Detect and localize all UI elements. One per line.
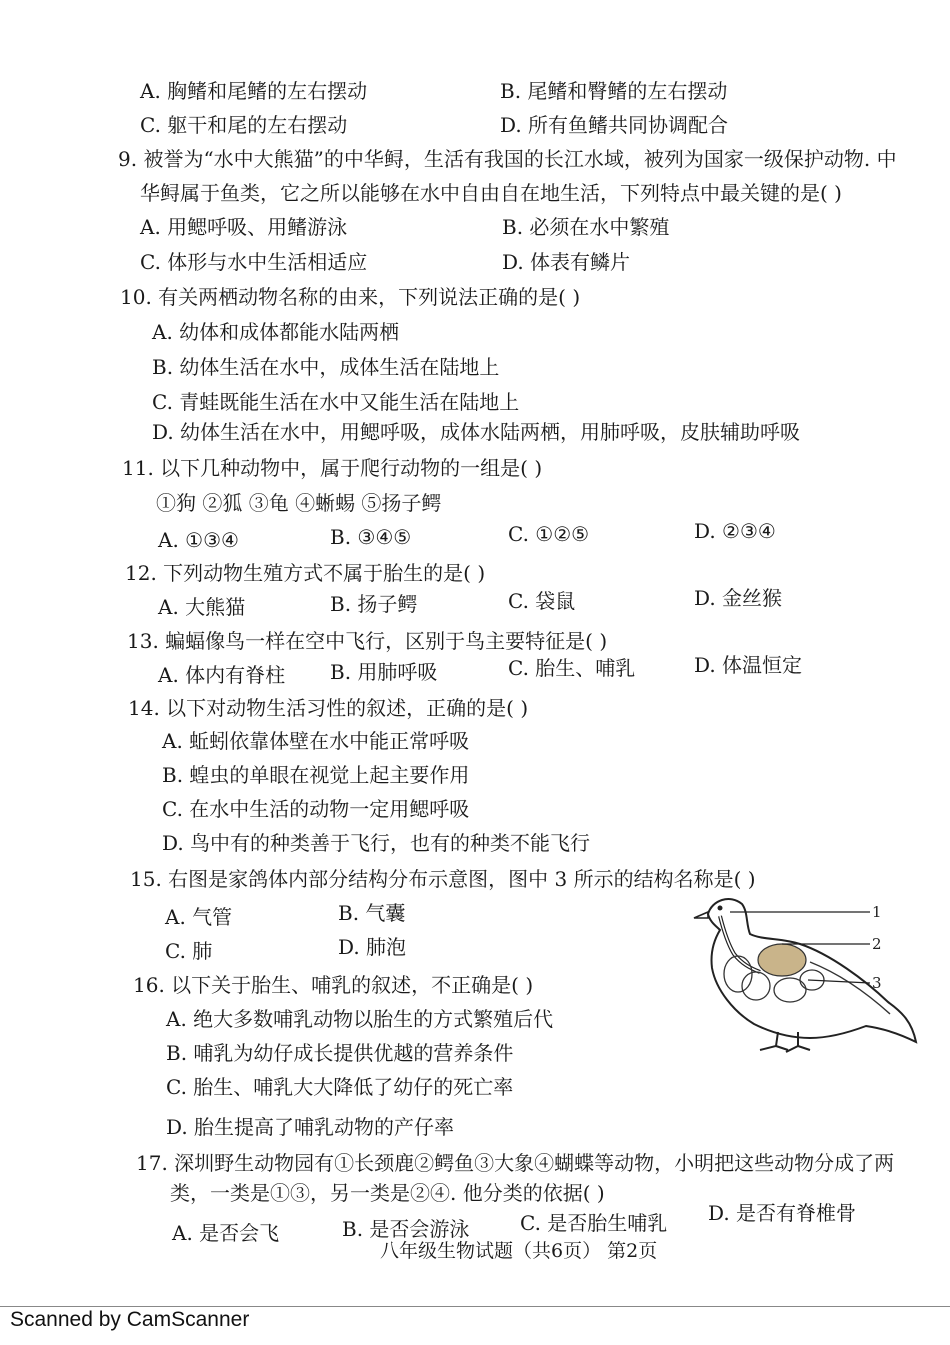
q12-option-c: C. 袋鼠	[508, 589, 576, 613]
q16-option-b: B. 哺乳为幼仔成长提供优越的营养条件	[166, 1041, 514, 1065]
pigeon-label-3: 3	[872, 974, 882, 992]
q16-stem: 16. 以下关于胎生、哺乳的叙述，不正确是( )	[133, 973, 534, 997]
q9-option-a: A. 用鳃呼吸、用鳍游泳	[140, 215, 348, 239]
q16-option-d: D. 胎生提高了哺乳动物的产仔率	[166, 1115, 455, 1139]
q17-option-d: D. 是否有脊椎骨	[708, 1201, 857, 1225]
q8-option-c: C. 躯干和尾的左右摆动	[140, 113, 348, 137]
q16-option-c: C. 胎生、哺乳大大降低了幼仔的死亡率	[166, 1075, 514, 1099]
q9-stem-line2: 华鲟属于鱼类，它之所以能够在水中自由自在地生活，下列特点中最关键的是( )	[140, 181, 842, 205]
q13-option-d: D. 体温恒定	[694, 653, 803, 677]
q14-stem: 14. 以下对动物生活习性的叙述，正确的是( )	[128, 696, 529, 720]
pigeon-diagram	[690, 882, 920, 1057]
q15-option-a: A. 气管	[165, 905, 233, 929]
q12-option-d: D. 金丝猴	[694, 586, 783, 610]
q12-stem: 12. 下列动物生殖方式不属于胎生的是( )	[125, 561, 486, 585]
q9-option-d: D. 体表有鳞片	[502, 250, 631, 274]
q10-option-c: C. 青蛙既能生活在水中又能生活在陆地上	[152, 390, 520, 414]
pigeon-label-1: 1	[872, 903, 882, 921]
q13-option-a: A. 体内有脊柱	[158, 663, 286, 687]
q12-option-a: A. 大熊猫	[158, 595, 246, 619]
q17-stem-line1: 17. 深圳野生动物园有①长颈鹿②鳄鱼③大象④蝴蝶等动物，小明把这些动物分成了两	[136, 1151, 895, 1175]
q10-option-b: B. 幼体生活在水中，成体生活在陆地上	[152, 355, 500, 379]
q9-option-b: B. 必须在水中繁殖	[502, 215, 670, 239]
pigeon-lung	[758, 944, 806, 976]
pigeon-eye	[718, 906, 723, 911]
q10-option-d: D. 幼体生活在水中，用鳃呼吸，成体水陆两栖，用肺呼吸，皮肤辅助呼吸	[152, 420, 801, 444]
q14-option-c: C. 在水中生活的动物一定用鳃呼吸	[162, 797, 470, 821]
scan-divider	[0, 1306, 950, 1307]
q13-stem: 13. 蝙蝠像鸟一样在空中飞行，区别于鸟主要特征是( )	[127, 629, 608, 653]
q11-option-d: D. ②③④	[694, 519, 776, 543]
q9-option-c: C. 体形与水中生活相适应	[140, 250, 368, 274]
q10-stem: 10. 有关两栖动物名称的由来，下列说法正确的是( )	[120, 285, 581, 309]
q17-stem-line2: 类，一类是①③，另一类是②④. 他分类的依据( )	[170, 1181, 605, 1205]
q15-option-d: D. 肺泡	[338, 935, 407, 959]
scanner-watermark: Scanned by CamScanner	[10, 1308, 250, 1331]
page-footer: 八年级生物试题（共6页） 第2页	[380, 1240, 658, 1262]
q14-option-b: B. 蝗虫的单眼在视觉上起主要作用	[162, 763, 470, 787]
q16-option-a: A. 绝大多数哺乳动物以胎生的方式繁殖后代	[166, 1007, 554, 1031]
q15-option-c: C. 肺	[165, 939, 213, 963]
q13-option-c: C. 胎生、哺乳	[508, 656, 636, 680]
q10-option-a: A. 幼体和成体都能水陆两栖	[152, 320, 400, 344]
q11-stem: 11. 以下几种动物中，属于爬行动物的一组是( )	[122, 456, 543, 480]
q11-option-a: A. ①③④	[158, 528, 239, 552]
q11-option-c: C. ①②⑤	[508, 522, 590, 546]
q11-items: ①狗 ②狐 ③龟 ④蜥蜴 ⑤扬子鳄	[156, 491, 442, 515]
q15-stem: 15. 右图是家鸽体内部分结构分布示意图，图中 3 所示的结构名称是( )	[130, 867, 756, 891]
q9-stem-line1: 9. 被誉为“水中大熊猫”的中华鲟，生活有我国的长江水域，被列为国家一级保护动物. 中	[118, 147, 897, 171]
q11-option-b: B. ③④⑤	[330, 525, 412, 549]
q17-option-a: A. 是否会飞	[172, 1221, 280, 1245]
q17-option-b: B. 是否会游泳	[342, 1217, 470, 1241]
q8-option-b: B. 尾鳍和臀鳍的左右摆动	[500, 79, 728, 103]
q8-option-d: D. 所有鱼鳍共同协调配合	[500, 113, 729, 137]
q14-option-a: A. 蚯蚓依靠体壁在水中能正常呼吸	[162, 729, 470, 753]
q17-option-c: C. 是否胎生哺乳	[520, 1211, 668, 1235]
q13-option-b: B. 用肺呼吸	[330, 660, 438, 684]
q8-option-a: A. 胸鳍和尾鳍的左右摆动	[140, 79, 368, 103]
pigeon-label-2: 2	[872, 935, 882, 953]
pigeon-beak	[694, 912, 708, 918]
q12-option-b: B. 扬子鳄	[330, 592, 418, 616]
q15-option-b: B. 气囊	[338, 901, 406, 925]
q14-option-d: D. 鸟中有的种类善于飞行，也有的种类不能飞行	[162, 831, 591, 855]
